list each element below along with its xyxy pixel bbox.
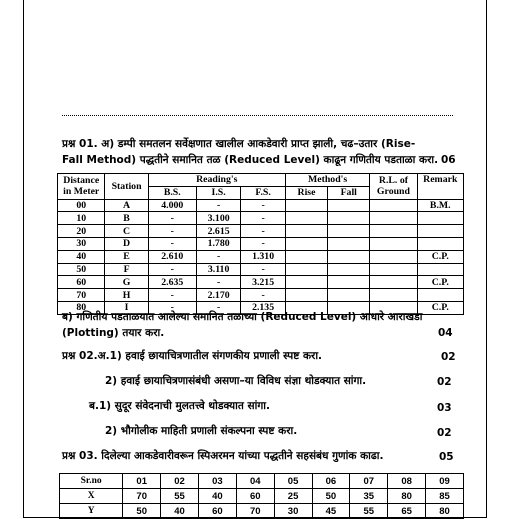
data-row-x: [60, 489, 464, 504]
q1-marks: 06: [441, 154, 456, 166]
cell-is: -: [196, 250, 240, 263]
cell-dist: 70: [58, 289, 105, 302]
cell-rl: [370, 225, 417, 238]
data-cell: 85: [426, 489, 464, 504]
header-rl: R.L. of Ground: [370, 174, 417, 200]
cell-bs: 4.000: [148, 199, 196, 212]
cell-st: F: [105, 263, 148, 276]
cell-is: 2.615: [196, 225, 240, 238]
cell-fs: -: [241, 237, 285, 250]
cell-is: 1.780: [196, 237, 240, 250]
cell-remark: C.P.: [417, 276, 463, 289]
cell-fs: -: [241, 289, 285, 302]
cell-dist: 50: [58, 263, 105, 276]
table-row: [58, 199, 464, 212]
cell-dist: 10: [58, 212, 105, 225]
data-cell: 50: [123, 504, 161, 519]
q2b2-text: 2) भौगोलीक माहिती प्रणाली संकल्पना स्पष्ट करा.: [105, 425, 298, 437]
cell-dist: 40: [58, 250, 105, 263]
data-cell: 25: [274, 489, 312, 504]
cell-rise: [285, 289, 327, 302]
row-label: Sr.no: [60, 474, 123, 489]
cell-remark: C.P.: [417, 250, 463, 263]
q1b-line1: ब) गणितीय पडताळयात आलेल्या समानित तळाच्या (Reduced Level) आधारे आराखडा: [62, 311, 423, 323]
cell-fs: -: [241, 263, 285, 276]
cell-dist: 20: [58, 225, 105, 238]
cell-is: 3.100: [196, 212, 240, 225]
cell-bs: -: [148, 225, 196, 238]
header-fall: Fall: [328, 186, 370, 199]
cell-rise: [285, 250, 327, 263]
cell-bs: -: [148, 212, 196, 225]
cell-rl: [370, 276, 417, 289]
cell-bs: -: [148, 289, 196, 302]
cell-st: B: [105, 212, 148, 225]
cell-fall: [328, 250, 370, 263]
cell-rise: [285, 237, 327, 250]
data-cell: 45: [312, 504, 350, 519]
header-bs: B.S.: [148, 186, 196, 199]
cell-rl: [370, 263, 417, 276]
q1-line2: Fall Method) पद्धतीने समानित तळ (Reduced Level) काढून गणितीय पडताळा करा.: [62, 154, 439, 166]
data-cell: 70: [236, 504, 274, 519]
q2b1-text: ब.1) सुदूर संवेदनाची मुलतत्त्वे थोडक्यात सांगा.: [89, 400, 270, 412]
cell-remark: [417, 212, 463, 225]
cell-st: D: [105, 237, 148, 250]
data-cell: 55: [161, 489, 199, 504]
data-row-header: [60, 474, 464, 489]
cell-st: E: [105, 250, 148, 263]
cell-st: G: [105, 276, 148, 289]
data-cell: 03: [198, 474, 236, 489]
cell-rl: [370, 289, 417, 302]
cell-fall: [328, 289, 370, 302]
cell-dist: 00: [58, 199, 105, 212]
data-cell: 40: [161, 504, 199, 519]
table-row: [58, 237, 464, 250]
levelling-table: [57, 173, 464, 315]
cell-bs: -: [148, 263, 196, 276]
q2b1-marks: 03: [437, 402, 452, 414]
cell-bs: 2.635: [148, 276, 196, 289]
data-cell: 06: [312, 474, 350, 489]
cell-bs: 2.610: [148, 250, 196, 263]
cell-rl: [370, 237, 417, 250]
data-cell: 01: [123, 474, 161, 489]
data-cell: 80: [388, 489, 426, 504]
table-row: [58, 263, 464, 276]
header-rise: Rise: [285, 186, 327, 199]
data-cell: 02: [161, 474, 199, 489]
cell-rise: [285, 225, 327, 238]
data-cell: 09: [426, 474, 464, 489]
header-remark: Remark: [417, 174, 463, 200]
data-cell: 08: [388, 474, 426, 489]
dotted-separator: [62, 115, 453, 116]
cell-remark: [417, 237, 463, 250]
cell-rise: [285, 199, 327, 212]
header-station: Station: [105, 174, 148, 200]
cell-remark: [417, 225, 463, 238]
header-readings: Reading's: [148, 174, 285, 187]
q3-marks: 05: [439, 451, 454, 463]
header-is: I.S.: [196, 186, 240, 199]
xy-data-table: [59, 473, 464, 519]
data-cell: 70: [123, 489, 161, 504]
cell-rl: [370, 199, 417, 212]
q2a1-marks: 02: [441, 351, 456, 363]
cell-is: -: [196, 199, 240, 212]
data-cell: 65: [388, 504, 426, 519]
q2a2-text: 2) हवाई छायाचित्रणासंबंधी असणा–या विविध संज्ञा थोडक्यात सांगा.: [105, 375, 367, 387]
data-cell: 60: [236, 489, 274, 504]
cell-fall: [328, 225, 370, 238]
q2a1-text: प्रश्न 02.अ.1) हवाई छायाचित्रणातील संगणकीय प्रणाली स्पष्ट करा.: [62, 350, 323, 362]
cell-fs: -: [241, 212, 285, 225]
cell-fall: [328, 237, 370, 250]
cell-fall: [328, 263, 370, 276]
cell-st: H: [105, 289, 148, 302]
data-cell: 07: [350, 474, 388, 489]
cell-remark: C.P.: [417, 301, 463, 314]
data-cell: 35: [350, 489, 388, 504]
cell-fs: -: [241, 199, 285, 212]
cell-fs: 2.135: [241, 301, 285, 314]
cell-fs: 3.215: [241, 276, 285, 289]
data-cell: 55: [350, 504, 388, 519]
cell-fs: 1.310: [241, 250, 285, 263]
cell-fs: -: [241, 225, 285, 238]
cell-st: C: [105, 225, 148, 238]
cell-fall: [328, 276, 370, 289]
cell-rl: [370, 250, 417, 263]
q1b-line2: (Plotting) तयार करा.: [62, 327, 165, 339]
data-row-y: [60, 504, 464, 519]
row-label: X: [60, 489, 123, 504]
cell-rise: [285, 212, 327, 225]
cell-dist: 80: [58, 301, 105, 314]
row-label: Y: [60, 504, 123, 519]
cell-rise: [285, 263, 327, 276]
cell-fall: [328, 199, 370, 212]
cell-is: 2.170: [196, 289, 240, 302]
q1b-marks: 04: [438, 327, 453, 339]
header-fs: F.S.: [241, 186, 285, 199]
table-row: [58, 289, 464, 302]
header-distance: Distance in Meter: [58, 174, 105, 200]
cell-is: -: [196, 276, 240, 289]
cell-st: I: [105, 301, 148, 314]
data-cell: 05: [274, 474, 312, 489]
data-cell: 04: [236, 474, 274, 489]
cell-is: -: [196, 301, 240, 314]
q2b2-marks: 02: [437, 427, 452, 439]
cell-remark: [417, 289, 463, 302]
table-row: [58, 225, 464, 238]
data-cell: 80: [426, 504, 464, 519]
cell-dist: 60: [58, 276, 105, 289]
table-row: [58, 212, 464, 225]
cell-rise: [285, 276, 327, 289]
cell-rl: [370, 212, 417, 225]
cell-remark: [417, 263, 463, 276]
data-cell: 40: [198, 489, 236, 504]
data-cell: 30: [274, 504, 312, 519]
table-row: [58, 250, 464, 263]
cell-bs: -: [148, 301, 196, 314]
data-cell: 50: [312, 489, 350, 504]
cell-bs: -: [148, 237, 196, 250]
cell-fall: [328, 212, 370, 225]
q1-line1: प्रश्न 01. अ) डम्पी समतलन सर्वेक्षणात खालील आकडेवारी प्राप्त झाली, चढ–उतार (Rise-: [62, 138, 416, 150]
header-methods: Method's: [285, 174, 370, 187]
cell-remark: B.M.: [417, 199, 463, 212]
cell-st: A: [105, 199, 148, 212]
q2a2-marks: 02: [437, 376, 452, 388]
cell-dist: 30: [58, 237, 105, 250]
cell-is: 3.110: [196, 263, 240, 276]
data-cell: 60: [198, 504, 236, 519]
table-row: [58, 276, 464, 289]
q3-text: प्रश्न 03. दिलेल्या आकडेवारीवरून स्पिअरमन यांच्या पद्धतीने सहसंबंध गुणांक काढा.: [62, 450, 384, 462]
